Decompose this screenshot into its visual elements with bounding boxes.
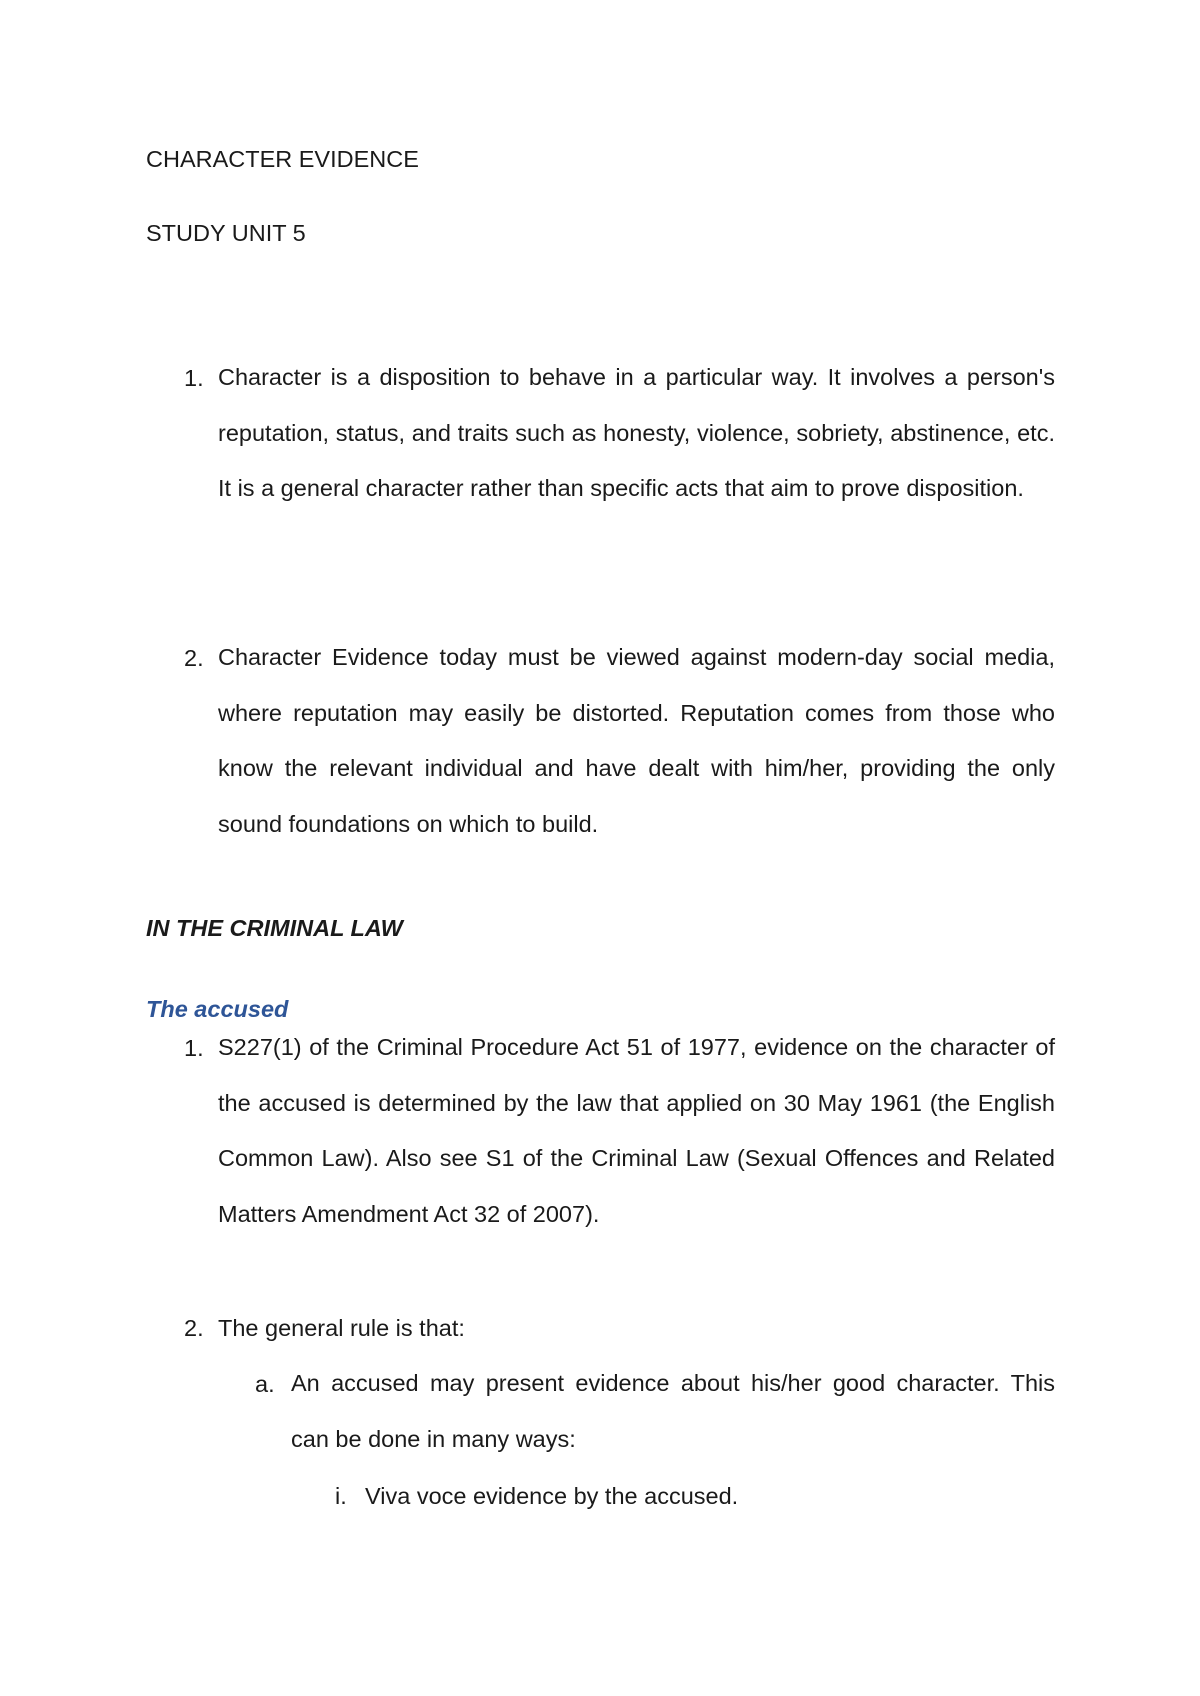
sub-item-a-text: An accused may present evidence about his/her good character. This can be done in many ways: <box>291 1370 1055 1452</box>
sub-item-a-number: a. <box>255 1371 275 1397</box>
intro-item-1-number: 1. <box>184 365 204 391</box>
section-heading: IN THE CRIMINAL LAW <box>146 915 403 941</box>
accused-item-2-number: 2. <box>184 1315 204 1341</box>
intro-item-1-text: Character is a disposition to behave in a particular way. It involves a person's reputation, status, and traits such as honesty, violence, sobriety, abstinence, etc. It is a general character rather than specific acts that aim to prove disposition. <box>218 364 1055 502</box>
accused-item-1-number: 1. <box>184 1035 204 1061</box>
subsection-heading: The accused <box>146 996 289 1022</box>
intro-item-2-text: Character Evidence today must be viewed against modern-day social media, where reputation may easily be distorted. Reputation comes from those who know the relevant individual and have dealt with him/her, providing the only sound foundations on which to build. <box>218 644 1055 838</box>
document-subtitle: STUDY UNIT 5 <box>146 220 306 246</box>
document-title: CHARACTER EVIDENCE <box>146 146 419 172</box>
intro-item-2-number: 2. <box>184 645 204 671</box>
accused-item-2-text: The general rule is that: <box>218 1315 465 1341</box>
sub-item-i-text: Viva voce evidence by the accused. <box>365 1483 739 1509</box>
accused-item-1-text: S227(1) of the Criminal Procedure Act 51 of 1977, evidence on the character of the accused is determined by the law that applied on 30 May 1961 (the English Common Law). Also see S1 of the Criminal Law (Sexual Offences and Related Matters Amendment Act 32 of 2007). <box>218 1034 1055 1228</box>
sub-item-i-number: i. <box>335 1483 347 1509</box>
